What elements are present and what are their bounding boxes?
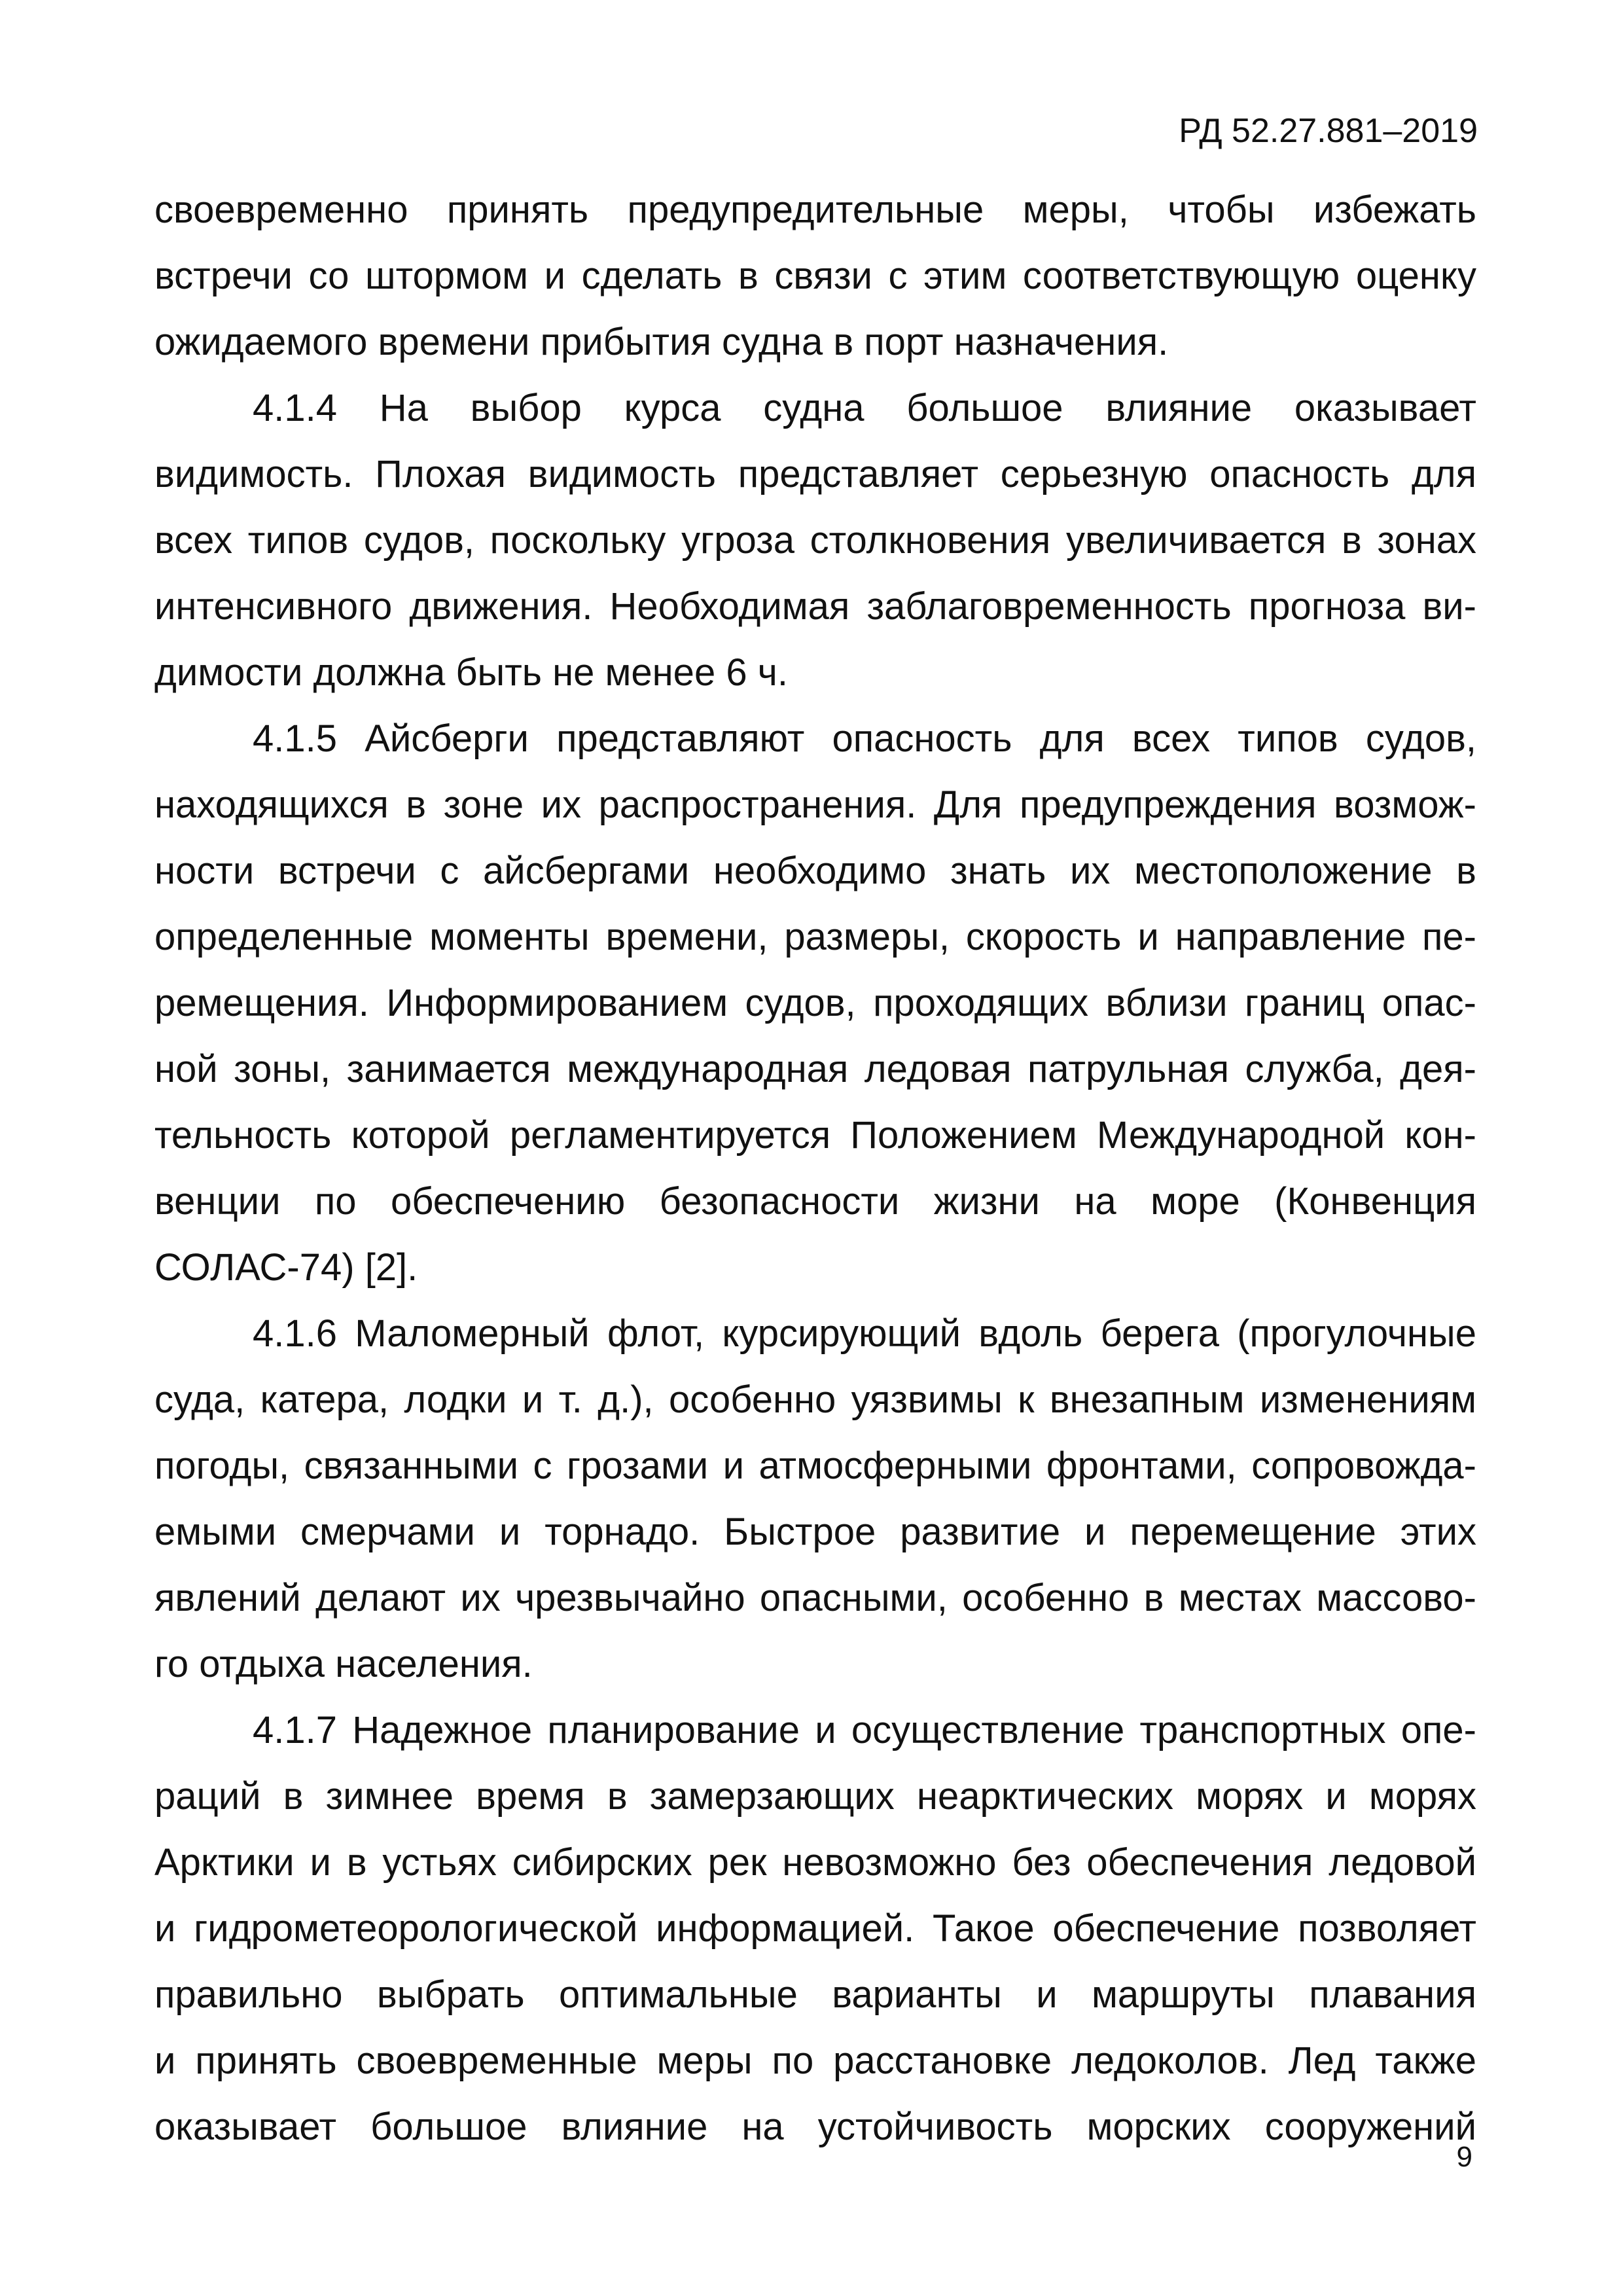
paragraph-4-1-5-first-line: 4.1.5 Айсберги представляют опасность для всех типов судов,	[253, 717, 1476, 760]
text-line: ной зоны, занимается международная ледовая патрульная служба, дея-	[154, 1048, 1476, 1090]
text-line: интенсивного движения. Необходимая заблаговременность прогноза ви-	[154, 585, 1476, 628]
text-line: ожидаемого времени прибытия судна в порт назначения.	[154, 321, 1169, 363]
text-line: суда, катера, лодки и т. д.), особенно уязвимы к внезапным изменениям	[154, 1378, 1476, 1421]
text-line: и гидрометеорологической информацией. Такое обеспечение позволяет	[154, 1907, 1476, 1950]
document-code-header: РД 52.27.881–2019	[1179, 112, 1478, 150]
text-line: явлений делают их чрезвычайно опасными, особенно в местах массово-	[154, 1577, 1476, 1619]
paragraph-4-1-4-first-line: 4.1.4 На выбор курса судна большое влияние оказывает	[253, 387, 1476, 429]
text-line: и принять своевременные меры по расстановке ледоколов. Лед также	[154, 2039, 1476, 2082]
text-line: находящихся в зоне их распространения. Для предупреждения возмож-	[154, 783, 1476, 826]
text-line: димости должна быть не менее 6 ч.	[154, 651, 789, 694]
text-line: ности встречи с айсбергами необходимо знать их местоположение в	[154, 850, 1476, 892]
paragraph-4-1-6-first-line: 4.1.6 Маломерный флот, курсирующий вдоль берега (прогулочные	[253, 1312, 1476, 1355]
text-line: определенные моменты времени, размеры, скорость и направление пе-	[154, 916, 1476, 958]
paragraph-4-1-7-first-line: 4.1.7 Надежное планирование и осуществление транспортных опе-	[253, 1709, 1476, 1751]
text-line: раций в зимнее время в замерзающих неарктических морях и морях	[154, 1775, 1476, 1818]
text-line: погоды, связанными с грозами и атмосферными фронтами, сопровожда-	[154, 1444, 1476, 1487]
text-line: тельность которой регламентируется Положением Международной кон-	[154, 1114, 1476, 1157]
text-line: оказывает большое влияние на устойчивость морских сооружений	[154, 2106, 1476, 2148]
text-line: СОЛАС-74) [2].	[154, 1246, 418, 1289]
text-line: емыми смерчами и торнадо. Быстрое развитие и перемещение этих	[154, 1511, 1476, 1553]
text-line: видимость. Плохая видимость представляет серьезную опасность для	[154, 453, 1476, 495]
page-number: 9	[1456, 2141, 1472, 2173]
text-line: ремещения. Информированием судов, проходящих вблизи границ опас-	[154, 982, 1476, 1024]
text-line: венции по обеспечению безопасности жизни на море (Конвенция	[154, 1180, 1476, 1223]
text-line: Арктики и в устьях сибирских рек невозможно без обеспечения ледовой	[154, 1841, 1476, 1884]
text-line: встречи со штормом и сделать в связи с этим соответствующую оценку	[154, 255, 1476, 297]
text-line: всех типов судов, поскольку угроза столкновения увеличивается в зонах	[154, 519, 1476, 562]
text-line: своевременно принять предупредительные меры, чтобы избежать	[154, 188, 1476, 231]
text-line: правильно выбрать оптимальные варианты и маршруты плавания	[154, 1973, 1476, 2016]
text-line: го отдыха населения.	[154, 1643, 533, 1685]
body-text	[154, 177, 1476, 2160]
